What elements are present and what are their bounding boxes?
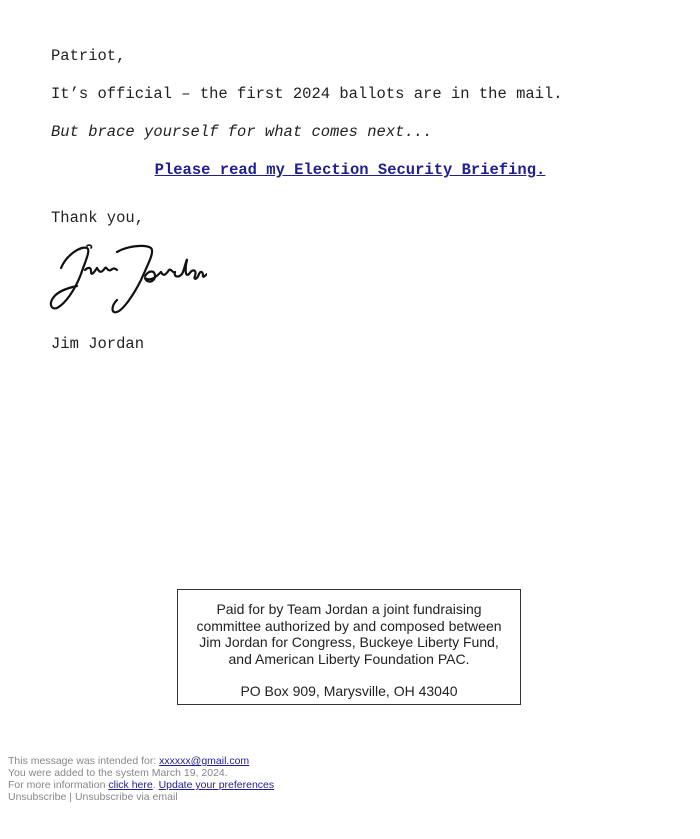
unsubscribe-link[interactable]: Unsubscribe <box>8 791 67 803</box>
election-security-briefing-link[interactable]: Please read my Election Security Briefing. <box>154 161 546 179</box>
sender-name: Jim Jordan <box>51 335 145 353</box>
intended-recipient-line <box>8 755 274 767</box>
signature-image <box>47 238 207 316</box>
separator-dot: . <box>152 779 159 791</box>
disclaimer-line: Jim Jordan for Congress, Buckeye Liberty Fund, <box>199 634 499 650</box>
update-preferences-link[interactable]: Update your preferences <box>158 779 275 791</box>
closing: Thank you, <box>51 209 145 227</box>
more-info-prefix: For more information <box>8 779 109 791</box>
unsubscribe-via-email-link[interactable]: Unsubscribe via email <box>74 791 178 803</box>
unsubscribe-line <box>8 791 274 803</box>
body-line-brace: But brace yourself for what comes next... <box>51 123 433 141</box>
mailing-address: PO Box 909, Marysville, OH 43040 <box>240 683 458 699</box>
recipient-email-link[interactable]: xxxxxx@gmail.com <box>159 755 250 767</box>
click-here-link[interactable]: click here <box>108 779 153 791</box>
intended-prefix: This message was intended for: <box>8 755 160 767</box>
more-info-line <box>8 779 274 791</box>
pipe-separator: | <box>66 791 75 803</box>
disclaimer-line: and American Liberty Foundation PAC. <box>228 650 470 667</box>
disclaimer-line: Paid for by Team Jordan a joint fundraising <box>216 601 482 617</box>
added-date-line: You were added to the system March 19, 2024. <box>8 767 228 779</box>
email-footer <box>8 755 274 803</box>
paid-for-disclaimer-box <box>177 589 521 705</box>
disclaimer-line: committee authorized by and composed between <box>196 617 502 634</box>
cta-container <box>0 161 700 179</box>
body-line-ballots: It’s official – the first 2024 ballots are in the mail. <box>51 85 563 103</box>
salutation: Patriot, <box>51 47 126 65</box>
